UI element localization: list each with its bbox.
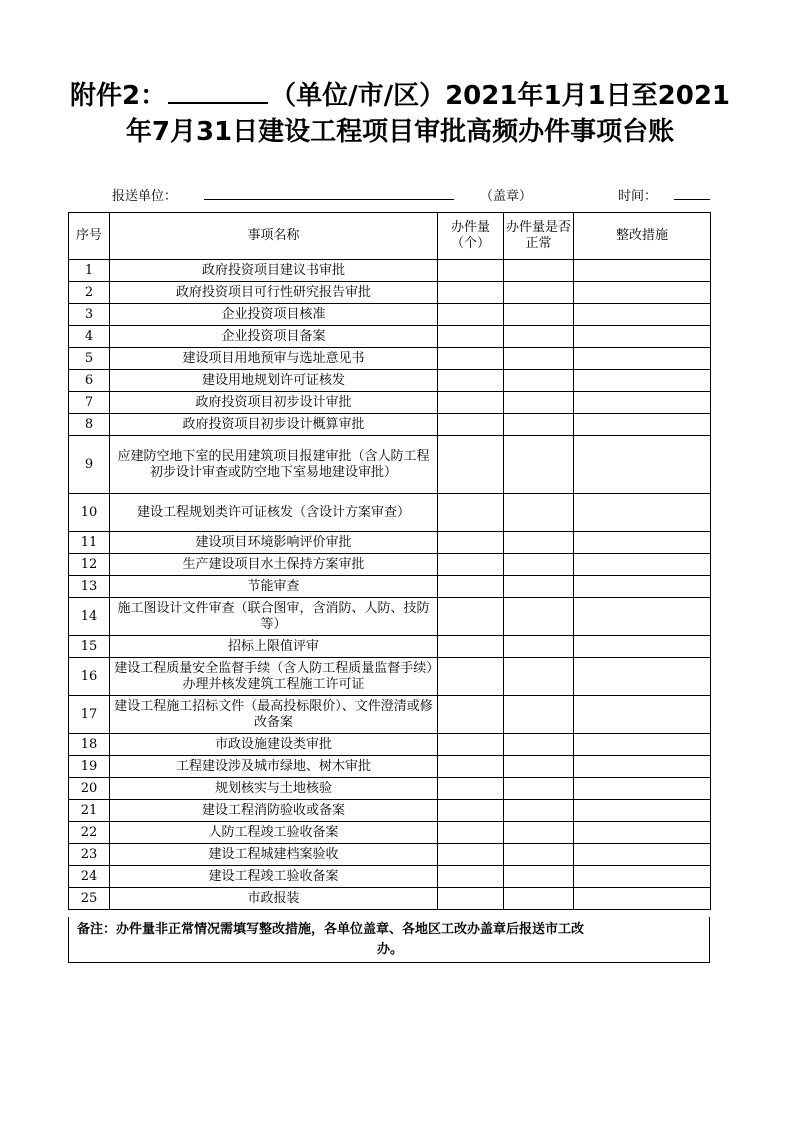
row-normal-cell[interactable] bbox=[504, 326, 574, 348]
row-measures-cell[interactable] bbox=[574, 822, 711, 844]
row-seq: 11 bbox=[69, 532, 110, 554]
table-row bbox=[69, 494, 711, 532]
row-count-cell[interactable] bbox=[438, 888, 504, 910]
row-seq: 8 bbox=[69, 414, 110, 436]
row-name: 建设工程消防验收或备案 bbox=[110, 800, 438, 822]
row-name: 招标上限值评审 bbox=[110, 636, 438, 658]
row-measures-cell[interactable] bbox=[574, 598, 711, 636]
row-seq: 12 bbox=[69, 554, 110, 576]
title-line-1-text: （单位/市/区）2021年1月1日至2021 bbox=[270, 81, 730, 111]
row-normal-cell[interactable] bbox=[504, 370, 574, 392]
row-normal-cell[interactable] bbox=[504, 282, 574, 304]
row-normal-cell[interactable] bbox=[504, 348, 574, 370]
row-seq: 6 bbox=[69, 370, 110, 392]
remark-line-1: 备注：办件量非正常情况需填写整改措施，各单位盖章、各地区工改办盖章后报送市工改 bbox=[77, 922, 585, 937]
row-seq: 22 bbox=[69, 822, 110, 844]
row-measures-cell[interactable] bbox=[574, 866, 711, 888]
row-count-cell[interactable] bbox=[438, 260, 504, 282]
row-normal-cell[interactable] bbox=[504, 554, 574, 576]
row-count-cell[interactable] bbox=[438, 636, 504, 658]
row-name: 政府投资项目初步设计概算审批 bbox=[110, 414, 438, 436]
header-normal: 办件量是否正常 bbox=[504, 213, 574, 260]
row-seq: 20 bbox=[69, 778, 110, 800]
header-row bbox=[69, 213, 711, 260]
row-name: 建设工程施工招标文件（最高投标限价）、文件澄清或修改备案 bbox=[110, 696, 438, 734]
row-count-cell[interactable] bbox=[438, 756, 504, 778]
table-row bbox=[69, 844, 711, 866]
row-count-cell[interactable] bbox=[438, 494, 504, 532]
row-name: 市政设施建设类审批 bbox=[110, 734, 438, 756]
row-name: 建设工程质量安全监督手续（含人防工程质量监督手续）办理并核发建筑工程施工许可证 bbox=[110, 658, 438, 696]
table-row bbox=[69, 734, 711, 756]
row-measures-cell[interactable] bbox=[574, 414, 711, 436]
row-normal-cell[interactable] bbox=[504, 800, 574, 822]
row-normal-cell[interactable] bbox=[504, 756, 574, 778]
time-fill-line[interactable] bbox=[674, 199, 710, 200]
table-row bbox=[69, 326, 711, 348]
row-measures-cell[interactable] bbox=[574, 392, 711, 414]
row-measures-cell[interactable] bbox=[574, 636, 711, 658]
row-count-cell[interactable] bbox=[438, 576, 504, 598]
row-name: 建设项目用地预审与选址意见书 bbox=[110, 348, 438, 370]
row-name: 建设工程竣工验收备案 bbox=[110, 866, 438, 888]
row-measures-cell[interactable] bbox=[574, 658, 711, 696]
row-name: 建设项目环境影响评价审批 bbox=[110, 532, 438, 554]
row-count-cell[interactable] bbox=[438, 696, 504, 734]
row-name: 施工图设计文件审查（联合图审，含消防、人防、技防等） bbox=[110, 598, 438, 636]
row-name: 应建防空地下室的民用建筑项目报建审批（含人防工程初步设计审查或防空地下室易地建设审批） bbox=[110, 436, 438, 494]
row-seq: 10 bbox=[69, 494, 110, 532]
row-seq: 16 bbox=[69, 658, 110, 696]
row-count-cell[interactable] bbox=[438, 282, 504, 304]
submission-info bbox=[112, 183, 712, 203]
row-normal-cell[interactable] bbox=[504, 734, 574, 756]
row-seq: 13 bbox=[69, 576, 110, 598]
table-row bbox=[69, 658, 711, 696]
row-normal-cell[interactable] bbox=[504, 658, 574, 696]
ledger-table bbox=[68, 212, 711, 910]
row-normal-cell[interactable] bbox=[504, 304, 574, 326]
row-seq: 14 bbox=[69, 598, 110, 636]
row-normal-cell[interactable] bbox=[504, 392, 574, 414]
row-seq: 2 bbox=[69, 282, 110, 304]
table-row bbox=[69, 304, 711, 326]
row-name: 节能审查 bbox=[110, 576, 438, 598]
title-line-2: 年7月31日建设工程项目审批高频办件事项台账 bbox=[125, 117, 675, 147]
row-measures-cell[interactable] bbox=[574, 532, 711, 554]
row-count-cell[interactable] bbox=[438, 778, 504, 800]
row-seq: 5 bbox=[69, 348, 110, 370]
row-seq: 23 bbox=[69, 844, 110, 866]
table-row bbox=[69, 576, 711, 598]
row-name: 建设用地规划许可证核发 bbox=[110, 370, 438, 392]
row-measures-cell[interactable] bbox=[574, 756, 711, 778]
row-measures-cell[interactable] bbox=[574, 348, 711, 370]
row-name: 企业投资项目核准 bbox=[110, 304, 438, 326]
row-normal-cell[interactable] bbox=[504, 636, 574, 658]
row-normal-cell[interactable] bbox=[504, 598, 574, 636]
header-name: 事项名称 bbox=[110, 213, 438, 260]
row-measures-cell[interactable] bbox=[574, 494, 711, 532]
row-count-cell[interactable] bbox=[438, 348, 504, 370]
table-row bbox=[69, 260, 711, 282]
row-measures-cell[interactable] bbox=[574, 304, 711, 326]
row-count-cell[interactable] bbox=[438, 554, 504, 576]
table-row bbox=[69, 392, 711, 414]
header-count: 办件量（个） bbox=[438, 213, 504, 260]
row-normal-cell[interactable] bbox=[504, 532, 574, 554]
row-name: 人防工程竣工验收备案 bbox=[110, 822, 438, 844]
row-seq: 19 bbox=[69, 756, 110, 778]
row-measures-cell[interactable] bbox=[574, 436, 711, 494]
row-count-cell[interactable] bbox=[438, 326, 504, 348]
row-seq: 1 bbox=[69, 260, 110, 282]
row-measures-cell[interactable] bbox=[574, 800, 711, 822]
row-measures-cell[interactable] bbox=[574, 326, 711, 348]
row-name: 生产建设项目水土保持方案审批 bbox=[110, 554, 438, 576]
table-row bbox=[69, 636, 711, 658]
document-title bbox=[60, 78, 740, 150]
row-normal-cell[interactable] bbox=[504, 436, 574, 494]
row-measures-cell[interactable] bbox=[574, 844, 711, 866]
row-seq: 9 bbox=[69, 436, 110, 494]
table-row bbox=[69, 348, 711, 370]
table-row bbox=[69, 436, 711, 494]
table-row bbox=[69, 696, 711, 734]
row-normal-cell[interactable] bbox=[504, 576, 574, 598]
row-measures-cell[interactable] bbox=[574, 576, 711, 598]
row-name: 规划核实与土地核验 bbox=[110, 778, 438, 800]
row-seq: 7 bbox=[69, 392, 110, 414]
table-row bbox=[69, 756, 711, 778]
row-normal-cell[interactable] bbox=[504, 866, 574, 888]
row-count-cell[interactable] bbox=[438, 392, 504, 414]
row-measures-cell[interactable] bbox=[574, 554, 711, 576]
row-seq: 4 bbox=[69, 326, 110, 348]
row-name: 政府投资项目可行性研究报告审批 bbox=[110, 282, 438, 304]
row-measures-cell[interactable] bbox=[574, 282, 711, 304]
row-name: 政府投资项目初步设计审批 bbox=[110, 392, 438, 414]
row-seq: 15 bbox=[69, 636, 110, 658]
table-row bbox=[69, 414, 711, 436]
unit-blank-line bbox=[168, 78, 268, 104]
unit-fill-line[interactable] bbox=[204, 199, 454, 200]
row-count-cell[interactable] bbox=[438, 866, 504, 888]
row-count-cell[interactable] bbox=[438, 304, 504, 326]
row-name: 建设工程城建档案验收 bbox=[110, 844, 438, 866]
row-normal-cell[interactable] bbox=[504, 494, 574, 532]
table-row bbox=[69, 778, 711, 800]
row-measures-cell[interactable] bbox=[574, 778, 711, 800]
row-normal-cell[interactable] bbox=[504, 696, 574, 734]
row-normal-cell[interactable] bbox=[504, 822, 574, 844]
row-seq: 18 bbox=[69, 734, 110, 756]
remark-line-2: 办。 bbox=[376, 942, 403, 957]
table-row bbox=[69, 282, 711, 304]
row-measures-cell[interactable] bbox=[574, 696, 711, 734]
table-row bbox=[69, 598, 711, 636]
row-count-cell[interactable] bbox=[438, 800, 504, 822]
table-row bbox=[69, 866, 711, 888]
row-name: 市政报装 bbox=[110, 888, 438, 910]
row-normal-cell[interactable] bbox=[504, 260, 574, 282]
row-normal-cell[interactable] bbox=[504, 414, 574, 436]
row-count-cell[interactable] bbox=[438, 822, 504, 844]
row-seq: 24 bbox=[69, 866, 110, 888]
row-measures-cell[interactable] bbox=[574, 260, 711, 282]
row-name: 工程建设涉及城市绿地、树木审批 bbox=[110, 756, 438, 778]
row-seq: 17 bbox=[69, 696, 110, 734]
table-row bbox=[69, 532, 711, 554]
table-row bbox=[69, 822, 711, 844]
row-count-cell[interactable] bbox=[438, 844, 504, 866]
row-name: 建设工程规划类许可证核发（含设计方案审查） bbox=[110, 494, 438, 532]
row-name: 企业投资项目备案 bbox=[110, 326, 438, 348]
title-line-1 bbox=[60, 78, 740, 114]
seal-label: （盖章） bbox=[480, 189, 533, 204]
unit-label: 报送单位： bbox=[112, 189, 178, 204]
row-seq: 3 bbox=[69, 304, 110, 326]
row-measures-cell[interactable] bbox=[574, 734, 711, 756]
time-label: 时间： bbox=[618, 189, 658, 204]
table-row bbox=[69, 888, 711, 910]
row-normal-cell[interactable] bbox=[504, 844, 574, 866]
row-count-cell[interactable] bbox=[438, 532, 504, 554]
row-count-cell[interactable] bbox=[438, 734, 504, 756]
header-seq: 序号 bbox=[69, 213, 110, 260]
row-seq: 21 bbox=[69, 800, 110, 822]
row-count-cell[interactable] bbox=[438, 598, 504, 636]
row-measures-cell[interactable] bbox=[574, 370, 711, 392]
header-measures: 整改措施 bbox=[574, 213, 711, 260]
table-row bbox=[69, 370, 711, 392]
table-row bbox=[69, 800, 711, 822]
row-name: 政府投资项目建议书审批 bbox=[110, 260, 438, 282]
row-normal-cell[interactable] bbox=[504, 778, 574, 800]
table-row bbox=[69, 554, 711, 576]
row-normal-cell[interactable] bbox=[504, 888, 574, 910]
row-count-cell[interactable] bbox=[438, 658, 504, 696]
remark bbox=[68, 917, 710, 963]
row-count-cell[interactable] bbox=[438, 436, 504, 494]
title-prefix: 附件2： bbox=[70, 81, 167, 111]
row-count-cell[interactable] bbox=[438, 370, 504, 392]
row-seq: 25 bbox=[69, 888, 110, 910]
row-measures-cell[interactable] bbox=[574, 888, 711, 910]
row-count-cell[interactable] bbox=[438, 414, 504, 436]
